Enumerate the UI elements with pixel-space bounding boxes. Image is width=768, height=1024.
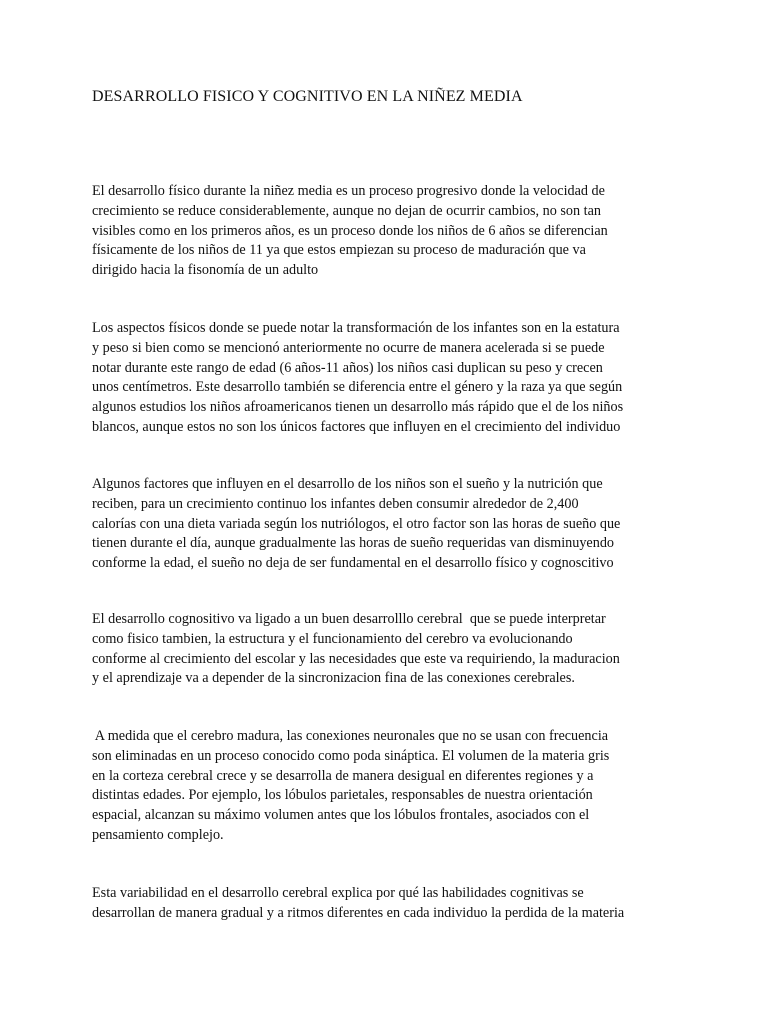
paragraph-line: son eliminadas en un proceso conocido como poda sináptica. El volumen de la materia gris (92, 747, 610, 764)
paragraph-line: y peso si bien como se mencionó anteriormente no ocurre de manera acelerada si se puede (92, 339, 605, 356)
paragraph-line: dirigido hacia la fisonomía de un adulto (92, 262, 319, 279)
paragraph-line: en la corteza cerebral crece y se desarrolla de manera desigual en diferentes regiones y a (92, 767, 594, 784)
paragraph-line: tienen durante el día, aunque gradualmente las horas de sueño requeridas van disminuyendo (92, 535, 615, 552)
paragraph-line: como fisico tambien, la estructura y el funcionamiento del cerebro va evolucionando (92, 630, 573, 647)
paragraph-line: físicamente de los niños de 11 ya que estos empiezan su proceso de maduración que va (92, 242, 586, 259)
paragraph-line: reciben, para un crecimiento continuo los infantes deben consumir alrededor de 2,400 (92, 495, 579, 512)
document-title: DESARROLLO FISICO Y COGNITIVO EN LA NIÑEZ MEDIA (92, 88, 523, 105)
paragraph-line: Esta variabilidad en el desarrollo cerebral explica por qué las habilidades cognitivas se (92, 885, 584, 901)
paragraph-line: conforme la edad, el sueño no deja de ser fundamental en el desarrollo físico y cognoscitivo (92, 555, 614, 572)
paragraph-line: Los aspectos físicos donde se puede notar la transformación de los infantes son en la estatura (92, 320, 620, 336)
paragraph-line: espacial, alcanzan su máximo volumen antes que los lóbulos frontales, asociados con el (92, 807, 590, 824)
paragraph-brain-maturation (92, 727, 682, 846)
paragraph-line: desarrollan de manera gradual y a ritmos diferentes en cada individuo la perdida de la materia (92, 904, 625, 921)
paragraph-line: Algunos factores que influyen en el desarrollo de los niños son el sueño y la nutrición que (92, 476, 603, 492)
paragraph-line: distintas edades. Por ejemplo, los lóbulos parietales, responsables de nuestra orientación (92, 787, 593, 804)
paragraph-line: notar durante este rango de edad (6 años-11 años) los niños casi duplican su peso y crecen (92, 359, 603, 376)
paragraph-line: crecimiento se reduce considerablemente, aunque no dejan de ocurrir cambios, no son tan (92, 202, 601, 219)
paragraph-line: unos centímetros. Este desarrollo también se diferencia entre el género y la raza ya que según (92, 379, 623, 396)
paragraph-line: y el aprendizaje va a depender de la sincronizacion fina de las conexiones cerebrales. (92, 670, 575, 687)
paragraph-cognitive-development (92, 610, 682, 689)
paragraph-line: blancos, aunque estos no son los únicos factores que influyen en el crecimiento del individuo (92, 418, 621, 435)
paragraph-line: visibles como en los primeros años, es un proceso donde los niños de 6 años se diferencian (92, 222, 608, 239)
paragraph-brain-variability (92, 884, 682, 924)
paragraph-line: calorías con una dieta variada según los nutriólogos, el otro factor son las horas de sueño que (92, 515, 621, 532)
paragraph-physical-aspects (92, 319, 682, 438)
paragraph-line: El desarrollo físico durante la niñez media es un proceso progresivo donde la velocidad de (92, 183, 605, 199)
paragraph-line: A medida que el cerebro madura, las conexiones neuronales que no se usan con frecuencia (92, 728, 609, 744)
paragraph-line: El desarrollo cognositivo va ligado a un buen desarrolllo cerebral que se puede interpretar (92, 611, 606, 627)
paragraph-line: algunos estudios los niños afroamericanos tienen un desarrollo más rápido que el de los niños (92, 399, 624, 416)
paragraph-line: pensamiento complejo. (92, 826, 224, 843)
paragraph-growth-factors (92, 475, 682, 574)
paragraph-line: conforme al crecimiento del escolar y las necesidades que este va requiriendo, la maduracion (92, 650, 620, 667)
paragraph-physical-development (92, 182, 682, 281)
